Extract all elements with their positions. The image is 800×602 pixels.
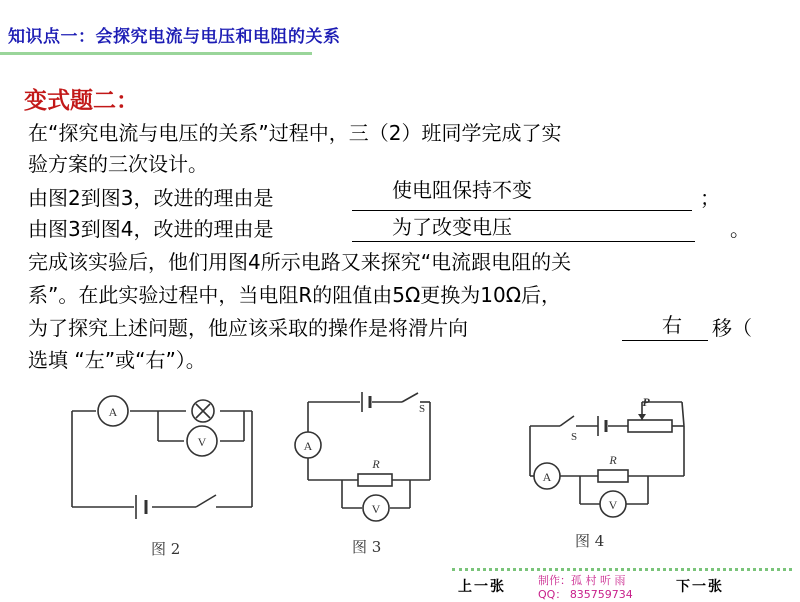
prev-slide-button[interactable]: 上一张	[458, 579, 506, 595]
fig4-voltmeter-symbol: V	[608, 498, 618, 512]
question-line-4-suffix: 。	[730, 217, 750, 241]
next-slide-button[interactable]: 下一张	[676, 579, 724, 595]
fig3-resistor-symbol: R	[372, 457, 380, 471]
figure-2-label: 图 2	[151, 540, 181, 558]
author-credit-line-1: 制作：孤 村 听 雨	[538, 574, 626, 587]
footer-divider	[452, 568, 792, 571]
answer-2: 为了改变电压	[392, 215, 512, 239]
question-line-7	[28, 313, 468, 344]
circuit-figure-3	[290, 388, 440, 528]
question-line-1: 在“探究电流与电压的关系”过程中，三（2）班同学完成了实	[28, 121, 562, 145]
question-line-2: 验方案的三次设计。	[28, 152, 208, 176]
question-line-5: 完成该实验后，他们用图4所示电路又来探究“电流跟电阻的关	[28, 250, 572, 274]
circuit-figure-4	[524, 392, 694, 527]
fig3-ammeter-symbol: A	[303, 439, 313, 453]
question-line-6: 系”。在此实验过程中，当电阻R的阻值由5Ω更换为10Ω后，	[28, 283, 561, 307]
fig4-switch-symbol: S	[570, 431, 578, 443]
question-line-7-prefix: 为了探究上述问题，他应该采取的操作是将滑片向	[28, 316, 468, 340]
fig2-voltmeter-symbol: V	[197, 435, 207, 449]
figure-3-label: 图 3	[352, 538, 382, 556]
fig4-resistor-symbol: R	[609, 453, 617, 467]
author-credit	[538, 574, 633, 602]
question-heading: 变式题二：	[24, 88, 139, 114]
title-underline	[0, 52, 312, 55]
fig4-ammeter-symbol: A	[542, 470, 552, 484]
question-line-4-prefix: 由图3到图4，改进的理由是	[28, 217, 274, 241]
question-line-3	[28, 183, 273, 214]
fig4-slider-symbol: P	[642, 395, 650, 409]
question-line-8: 选填 “左”或“右”）。	[28, 348, 206, 372]
page-title: 知识点一：会探究电流与电压和电阻的关系	[8, 27, 341, 47]
fig3-voltmeter-symbol: V	[371, 502, 381, 516]
answer-3: 右	[662, 313, 682, 337]
question-line-4	[28, 214, 273, 245]
fig3-switch-symbol: S	[418, 403, 426, 415]
fig2-ammeter-symbol: A	[108, 405, 118, 419]
author-credit-line-2: QQ： 835759734	[538, 588, 633, 601]
answer-1: 使电阻保持不变	[392, 178, 532, 202]
figure-4-label: 图 4	[575, 532, 605, 550]
question-line-7-suffix: 移（	[712, 316, 752, 340]
question-line-3-prefix: 由图2到图3，改进的理由是	[28, 186, 274, 210]
circuit-figure-2	[66, 395, 266, 530]
question-line-3-suffix: ；	[700, 186, 720, 210]
